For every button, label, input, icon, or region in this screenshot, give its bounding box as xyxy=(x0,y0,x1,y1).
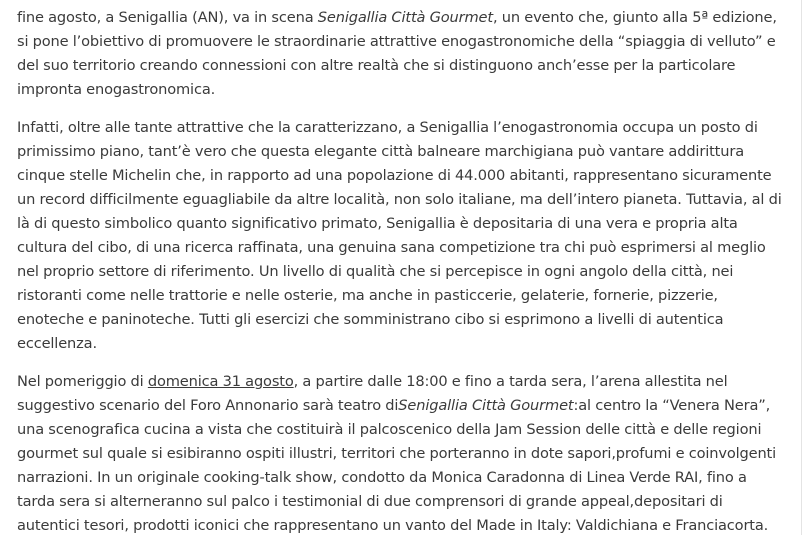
paragraph-text: fine agosto, a Senigallia (AN), va in scena xyxy=(17,9,318,26)
paragraph-text: :al centro la “Venera Nera”, una scenografica cucina a vista che costituirà il palcoscenico della Jam Session delle città e delle regioni gourmet sul quale si esibiranno ospiti illustri, territori che porteranno in dote sapori,profumi e coinvolgenti narrazioni. In un originale cooking-talk show, condotto da Monica Caradonna di Linea Verde RAI, fino a tarda sera si alterneranno sul palco i testimonial di due comprensori di grande appeal,depositari di autentici tesori, prodotti iconici che rappresentano un vanto del Made in Italy: Valdichiana e Franciacorta. xyxy=(17,397,777,534)
paragraph-text: , a partire dalle 18:00 e fino a tarda sera, l’arena allestita nel suggestivo scenario del Foro Annonario sarà teatro di xyxy=(17,373,728,414)
date-link[interactable]: domenica 31 agosto xyxy=(147,373,294,390)
paragraph-text: Nel pomeriggio di xyxy=(17,373,148,390)
paragraph-gastronomy: Infatti, oltre alle tante attrattive che la caratterizzano, a Senigallia l’enogastronomia occupa un posto di primissimo piano, tant’è vero che questa elegante città balneare marchigiana può vantare addirittura cinque stelle Michelin che, in rapporto ad una popolazione di 44.000 abitanti, rappresentano sicuramente un record difficilmente eguagliabile da altre località, non solo italiane, ma dell’intero pianeta. Tuttavia, al di là di questo simbolico quanto significativo primato, Senigallia è depositaria di una vera e propria alta cultura del cibo, di una ricerca raffinata, una genuina sana competizione tra chi può esprimersi al meglio nel proprio settore di riferimento. Un livello di qualità che si percepisce in ogni angolo della città, nei ristoranti come nelle trattorie e nelle osterie, ma anche in pasticcerie, gelaterie, fornerie, pizzerie, enoteche e paninoteche. Tutti gli esercizi che somministrano cibo si esprimono a livelli di autentica eccellenza. xyxy=(17,119,782,352)
paragraph-event-intro xyxy=(17,6,787,102)
paragraph-text: , un evento che, giunto alla 5ª edizione, si pone l’obiettivo di promuovere le straordinarie attrattive enogastronomiche della “spiaggia di velluto” e del suo territorio creando connessioni con altre realtà che si distinguono anch’esse per la particolare impronta enogastronomica. xyxy=(17,9,777,98)
event-name-italic: Senigallia Città Gourmet xyxy=(398,397,574,414)
event-name-italic: Senigallia Città Gourmet xyxy=(317,9,493,26)
paragraph-schedule xyxy=(17,370,787,538)
